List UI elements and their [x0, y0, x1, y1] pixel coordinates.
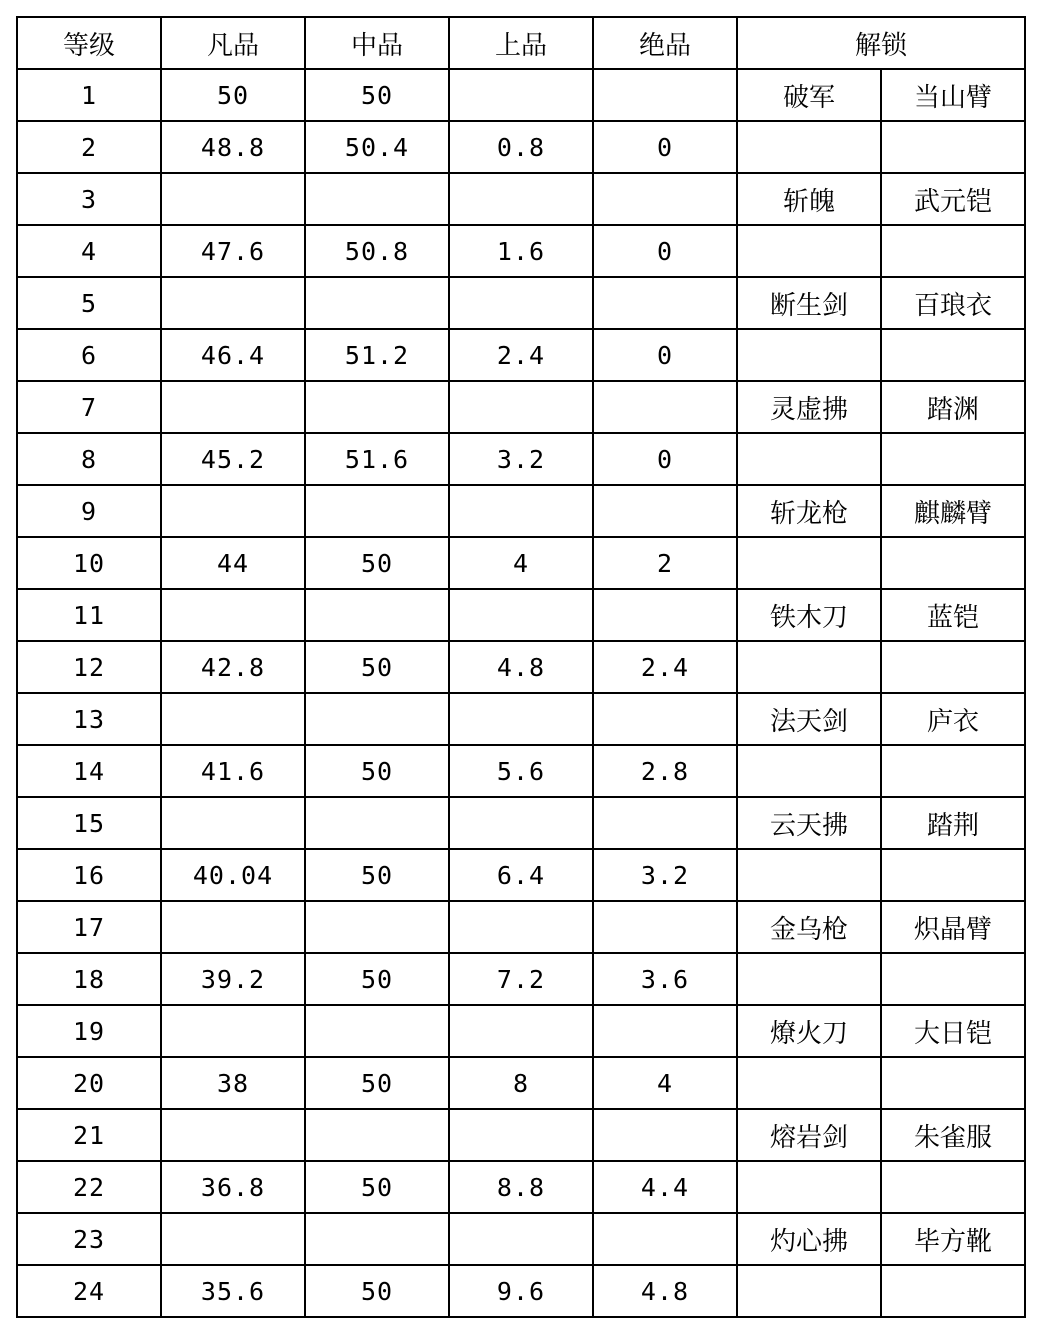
table-row	[17, 641, 1025, 693]
cell-common	[161, 1109, 305, 1161]
cell-unlock-b	[881, 433, 1025, 485]
table-row	[17, 1109, 1025, 1161]
cell-unlock-b	[881, 1057, 1025, 1109]
table-row	[17, 1161, 1025, 1213]
header-unlock: 解锁	[737, 17, 1025, 69]
cell-supreme	[593, 693, 737, 745]
cell-level: 3	[17, 173, 161, 225]
cell-level: 23	[17, 1213, 161, 1265]
cell-unlock-a: 断生剑	[737, 277, 881, 329]
cell-unlock-a	[737, 849, 881, 901]
cell-common: 35.6	[161, 1265, 305, 1317]
cell-unlock-b: 当山臂	[881, 69, 1025, 121]
cell-common	[161, 589, 305, 641]
cell-superior	[449, 797, 593, 849]
cell-unlock-a: 斩魄	[737, 173, 881, 225]
table-row	[17, 849, 1025, 901]
cell-medium: 50	[305, 745, 449, 797]
cell-superior	[449, 173, 593, 225]
cell-unlock-a: 铁木刀	[737, 589, 881, 641]
cell-medium	[305, 485, 449, 537]
cell-unlock-a	[737, 953, 881, 1005]
cell-unlock-b: 毕方靴	[881, 1213, 1025, 1265]
cell-medium: 50	[305, 953, 449, 1005]
table-row	[17, 433, 1025, 485]
cell-supreme	[593, 381, 737, 433]
header-supreme: 绝品	[593, 17, 737, 69]
cell-superior: 2.4	[449, 329, 593, 381]
cell-unlock-b: 大日铠	[881, 1005, 1025, 1057]
cell-unlock-a: 熔岩剑	[737, 1109, 881, 1161]
cell-supreme: 3.2	[593, 849, 737, 901]
cell-unlock-b: 武元铠	[881, 173, 1025, 225]
cell-superior: 9.6	[449, 1265, 593, 1317]
cell-unlock-b	[881, 225, 1025, 277]
cell-unlock-a	[737, 121, 881, 173]
cell-level: 18	[17, 953, 161, 1005]
cell-supreme	[593, 69, 737, 121]
cell-supreme: 0	[593, 121, 737, 173]
cell-common: 47.6	[161, 225, 305, 277]
table-body	[17, 69, 1025, 1317]
cell-common: 50	[161, 69, 305, 121]
table-row	[17, 1213, 1025, 1265]
cell-supreme	[593, 1109, 737, 1161]
cell-unlock-b	[881, 329, 1025, 381]
table-row	[17, 797, 1025, 849]
cell-medium: 50	[305, 1265, 449, 1317]
table-row	[17, 381, 1025, 433]
cell-unlock-a: 金乌枪	[737, 901, 881, 953]
cell-unlock-a: 灼心拂	[737, 1213, 881, 1265]
cell-common	[161, 277, 305, 329]
cell-superior: 3.2	[449, 433, 593, 485]
cell-medium	[305, 381, 449, 433]
cell-unlock-a: 法天剑	[737, 693, 881, 745]
cell-medium: 51.2	[305, 329, 449, 381]
cell-level: 10	[17, 537, 161, 589]
cell-unlock-a	[737, 1161, 881, 1213]
cell-level: 11	[17, 589, 161, 641]
cell-unlock-b: 朱雀服	[881, 1109, 1025, 1161]
cell-medium	[305, 173, 449, 225]
cell-medium	[305, 901, 449, 953]
cell-superior: 0.8	[449, 121, 593, 173]
table-row	[17, 173, 1025, 225]
cell-supreme	[593, 485, 737, 537]
cell-superior: 1.6	[449, 225, 593, 277]
cell-unlock-a	[737, 641, 881, 693]
cell-medium	[305, 1005, 449, 1057]
cell-unlock-b	[881, 1265, 1025, 1317]
cell-superior: 5.6	[449, 745, 593, 797]
cell-superior: 6.4	[449, 849, 593, 901]
cell-supreme: 0	[593, 225, 737, 277]
header-row	[17, 17, 1025, 69]
cell-common: 38	[161, 1057, 305, 1109]
table-row	[17, 1057, 1025, 1109]
cell-unlock-b: 百琅衣	[881, 277, 1025, 329]
cell-unlock-b: 踏荆	[881, 797, 1025, 849]
cell-medium	[305, 693, 449, 745]
cell-superior	[449, 901, 593, 953]
cell-superior	[449, 277, 593, 329]
cell-level: 1	[17, 69, 161, 121]
cell-unlock-a: 灵虚拂	[737, 381, 881, 433]
cell-level: 6	[17, 329, 161, 381]
cell-supreme: 2	[593, 537, 737, 589]
cell-level: 5	[17, 277, 161, 329]
cell-common	[161, 693, 305, 745]
cell-unlock-b: 麒麟臂	[881, 485, 1025, 537]
cell-level: 9	[17, 485, 161, 537]
cell-level: 14	[17, 745, 161, 797]
cell-medium	[305, 1109, 449, 1161]
cell-unlock-a	[737, 329, 881, 381]
cell-level: 7	[17, 381, 161, 433]
cell-level: 8	[17, 433, 161, 485]
cell-supreme: 3.6	[593, 953, 737, 1005]
cell-level: 16	[17, 849, 161, 901]
cell-superior: 4	[449, 537, 593, 589]
table-row	[17, 745, 1025, 797]
cell-supreme: 4	[593, 1057, 737, 1109]
level-quality-unlock-table	[16, 16, 1026, 1318]
cell-unlock-b: 蓝铠	[881, 589, 1025, 641]
cell-level: 17	[17, 901, 161, 953]
cell-superior	[449, 485, 593, 537]
table-row	[17, 69, 1025, 121]
cell-unlock-a: 云天拂	[737, 797, 881, 849]
cell-medium: 50	[305, 1057, 449, 1109]
cell-common	[161, 1213, 305, 1265]
cell-medium: 50	[305, 641, 449, 693]
table-row	[17, 225, 1025, 277]
cell-unlock-a	[737, 745, 881, 797]
cell-supreme: 2.4	[593, 641, 737, 693]
cell-unlock-b	[881, 537, 1025, 589]
cell-level: 24	[17, 1265, 161, 1317]
cell-level: 15	[17, 797, 161, 849]
table-row	[17, 901, 1025, 953]
cell-level: 21	[17, 1109, 161, 1161]
cell-supreme: 0	[593, 433, 737, 485]
cell-superior: 7.2	[449, 953, 593, 1005]
cell-superior: 8.8	[449, 1161, 593, 1213]
cell-common: 42.8	[161, 641, 305, 693]
cell-medium: 50	[305, 849, 449, 901]
cell-superior	[449, 1109, 593, 1161]
cell-supreme	[593, 797, 737, 849]
cell-unlock-b	[881, 849, 1025, 901]
cell-medium	[305, 277, 449, 329]
cell-supreme: 2.8	[593, 745, 737, 797]
cell-unlock-b: 炽晶臂	[881, 901, 1025, 953]
cell-level: 13	[17, 693, 161, 745]
cell-superior	[449, 1213, 593, 1265]
cell-common	[161, 485, 305, 537]
cell-unlock-b	[881, 641, 1025, 693]
cell-supreme	[593, 277, 737, 329]
cell-level: 22	[17, 1161, 161, 1213]
table-row	[17, 121, 1025, 173]
cell-superior	[449, 693, 593, 745]
cell-unlock-b	[881, 953, 1025, 1005]
cell-level: 20	[17, 1057, 161, 1109]
cell-unlock-a	[737, 433, 881, 485]
cell-common: 40.04	[161, 849, 305, 901]
cell-superior	[449, 589, 593, 641]
cell-unlock-b: 踏渊	[881, 381, 1025, 433]
cell-medium: 51.6	[305, 433, 449, 485]
table-row	[17, 1005, 1025, 1057]
cell-unlock-a: 燎火刀	[737, 1005, 881, 1057]
cell-supreme	[593, 901, 737, 953]
cell-supreme	[593, 589, 737, 641]
table-row	[17, 693, 1025, 745]
cell-medium	[305, 797, 449, 849]
cell-medium: 50	[305, 1161, 449, 1213]
cell-supreme	[593, 1213, 737, 1265]
cell-unlock-a	[737, 1265, 881, 1317]
header-level: 等级	[17, 17, 161, 69]
cell-unlock-a	[737, 1057, 881, 1109]
cell-unlock-a: 破军	[737, 69, 881, 121]
cell-medium: 50	[305, 537, 449, 589]
table-row	[17, 329, 1025, 381]
cell-unlock-b: 庐衣	[881, 693, 1025, 745]
cell-unlock-b	[881, 745, 1025, 797]
cell-common: 48.8	[161, 121, 305, 173]
cell-unlock-b	[881, 1161, 1025, 1213]
cell-level: 12	[17, 641, 161, 693]
table-row	[17, 1265, 1025, 1317]
cell-medium	[305, 1213, 449, 1265]
cell-superior	[449, 381, 593, 433]
table-row	[17, 277, 1025, 329]
cell-medium: 50	[305, 69, 449, 121]
cell-level: 19	[17, 1005, 161, 1057]
cell-level: 4	[17, 225, 161, 277]
cell-common: 46.4	[161, 329, 305, 381]
cell-common: 39.2	[161, 953, 305, 1005]
header-common: 凡品	[161, 17, 305, 69]
cell-medium	[305, 589, 449, 641]
cell-supreme	[593, 173, 737, 225]
cell-common: 41.6	[161, 745, 305, 797]
cell-common: 44	[161, 537, 305, 589]
cell-superior	[449, 69, 593, 121]
cell-common	[161, 381, 305, 433]
cell-medium: 50.8	[305, 225, 449, 277]
cell-unlock-b	[881, 121, 1025, 173]
cell-level: 2	[17, 121, 161, 173]
table-row	[17, 953, 1025, 1005]
cell-common: 36.8	[161, 1161, 305, 1213]
table-row	[17, 537, 1025, 589]
header-medium: 中品	[305, 17, 449, 69]
cell-medium: 50.4	[305, 121, 449, 173]
cell-unlock-a: 斩龙枪	[737, 485, 881, 537]
table-row	[17, 589, 1025, 641]
cell-unlock-a	[737, 225, 881, 277]
cell-unlock-a	[737, 537, 881, 589]
cell-supreme	[593, 1005, 737, 1057]
cell-superior: 4.8	[449, 641, 593, 693]
cell-supreme: 4.8	[593, 1265, 737, 1317]
cell-common	[161, 797, 305, 849]
header-superior: 上品	[449, 17, 593, 69]
cell-common	[161, 173, 305, 225]
cell-common	[161, 1005, 305, 1057]
table-row	[17, 485, 1025, 537]
cell-common: 45.2	[161, 433, 305, 485]
cell-superior: 8	[449, 1057, 593, 1109]
cell-supreme: 4.4	[593, 1161, 737, 1213]
cell-supreme: 0	[593, 329, 737, 381]
cell-superior	[449, 1005, 593, 1057]
cell-common	[161, 901, 305, 953]
